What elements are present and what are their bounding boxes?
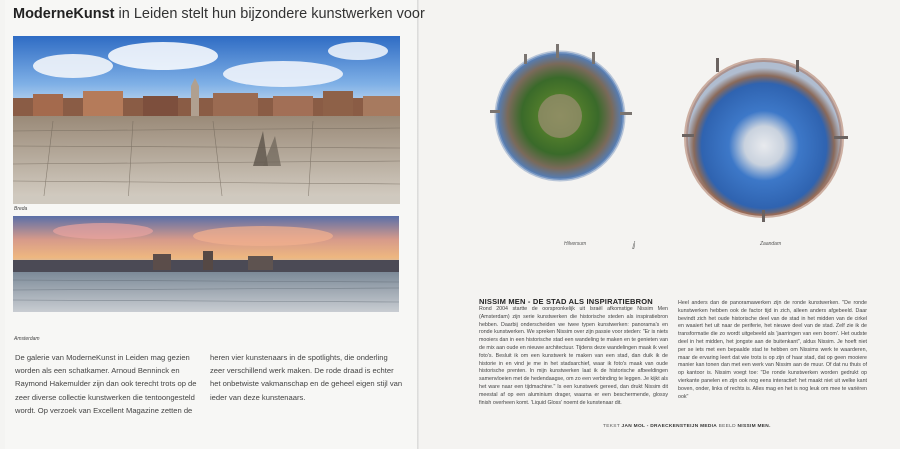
breda-caption: Breda: [14, 206, 28, 212]
article-title: NISSIM MEN - DE STAD ALS INSPIRATIEBRON: [479, 297, 653, 306]
breda-panorama-photo: [13, 36, 400, 204]
amsterdam-panorama-photo: [13, 216, 399, 312]
brand-name: ModerneKunst: [13, 6, 115, 22]
page-title: [13, 6, 425, 22]
hilversum-round-artwork: [484, 40, 636, 192]
credit-text-author: JAN MOL - DRAECKENSTEIJN MEDIA: [621, 424, 718, 429]
credit-text-label: TEKST: [603, 424, 622, 429]
amsterdam-caption: Amsterdam: [14, 336, 40, 342]
article-column-2: Heel anders dan de panoramawerken zijn de ronde kunstwerken. "De ronde kunstwerken hebben ook de factor tijd in zich, alleen anders afgebeeld. Daar bevindt zich het oude historische deel van de stad in het midden van de cirkel en waaiert het uit naar de periferie, het nieuwe deel van de stad. Zelf zie ik de transformatie die zo wordt uitgebeeld als 'jaarringen van een boom'. Het oudste deel in het midden, het jongste aan de buitenkant", aldus Nissim. Je hoeft niet per se iets met een bepaalde stad te hebben om Nissims werk te waarderen, maar de ervaring leert dat wie trots is op zijn of haar stad, dat op geen mooiere manier kan tonen dan met een werk van Nissim aan de muur. Of dat nu thuis of op kantoor is. Nissim voegt toe: "De ronde kunstwerken worden gedrukt op vierkante panelen en zijn ook nog eens interactief: het maakt niet uit welke kant boven, onder, links of rechts is. Alles mag en het is nog leuk om mee te variëren ook": [678, 300, 867, 400]
zaandam-caption: Zaandam: [760, 241, 782, 247]
headline-text: in Leiden stelt hun bijzondere kunstwerken voor: [114, 6, 425, 22]
credit-photo-author: NISSIM MEN.: [737, 424, 771, 429]
hilversum-caption: Hilversum: [564, 241, 587, 247]
credit-photo-label: BEELD: [717, 424, 738, 429]
photo-credit: [603, 424, 771, 429]
intro-column-1: De galerie van ModerneKunst in Leiden mag gezien worden als een schatkamer. Arnoud Benninck en Raymond Hakemulder zijn dan ook terecht trots op de zeer diverse collectie kunstwerken die tentoongesteld wordt. Op verzoek van Excellent Magazine zetten de: [15, 353, 197, 415]
zaandam-round-artwork: [676, 50, 852, 226]
text-cursor-icon: ⅈ: [632, 241, 636, 252]
intro-column-2: heren vier kunstenaars in de spotlights, die onderling zeer verschillend werk maken. De rode draad is echter het onbetwiste vakmanschap en de geheel eigen stijl van ieder van deze kunstenaars.: [210, 353, 403, 402]
page-fold: [417, 0, 419, 449]
article-column-1: Rond 2004 startte de oorspronkelijk uit Israël afkomstige Nissim Men (Amsterdam) zijn serie kunstwerken die historische steden als inspiratiebron hebben. Daarbij onderscheiden we twee typen kunstwerken: panorama's en ronde kunstwerken. We spreken Nissim over zijn passie voor steden: "Er is niets mooiers dan in een historische stad een wandeling te maken en te genieten van de mix aan oude en nieuwe architectuur. Tijdens deze wandelingen maak ik veel foto's. Besluit ik om een kunstwerk te maken van een stad, dan duik ik de historie in en vind je me in het stadsarchief, waar ik foto's maak van oude historische prenten. In mijn kunstwerken laat ik de historische afbeeldingen samenvloeien met de hedendaagse, om zo een verbinding te leggen. Je kijkt als het ware naar een tijdmachine." Is een kunstwerk gereed, dan drukt Nissim dit meestal af op een aluminium drager, waarna er een beschermende, glossy finish overheen komt. 'Liquid Gloss' noemt de kunstenaar dit.: [479, 306, 668, 406]
